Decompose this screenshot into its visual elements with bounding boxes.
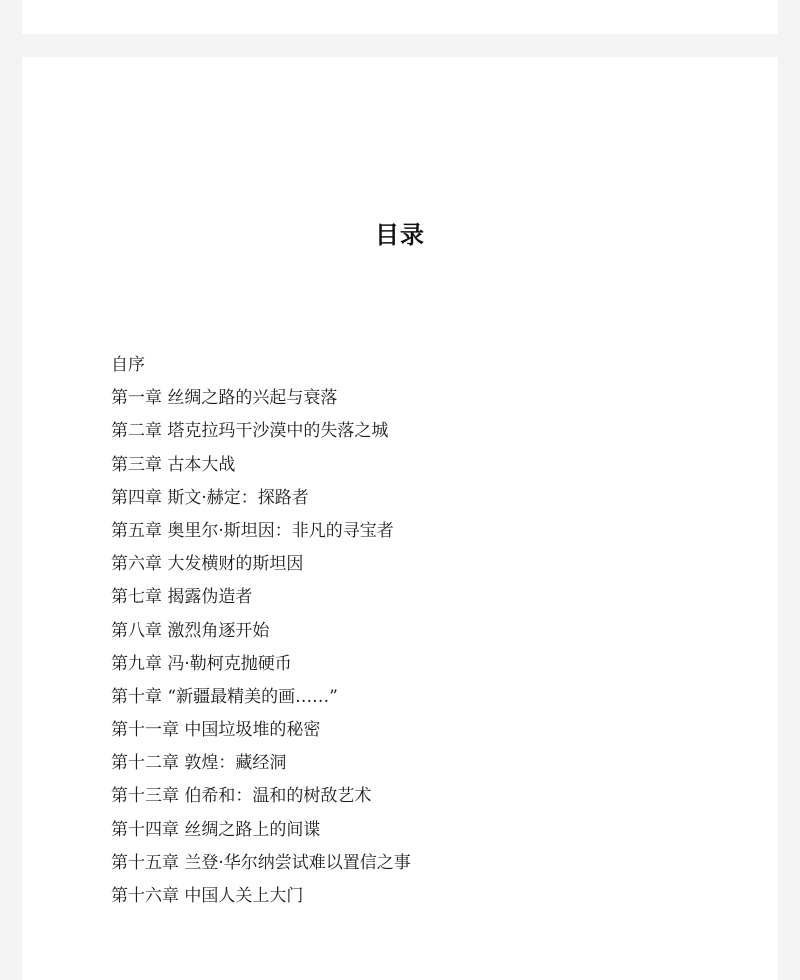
toc-list	[111, 349, 411, 913]
document-page	[22, 57, 778, 980]
toc-title: 目录	[375, 220, 425, 249]
toc-item-chapter-13: 第十三章 伯希和：温和的树敌艺术	[111, 786, 372, 807]
previous-page	[22, 0, 778, 34]
toc-item-chapter-5: 第五章 奥里尔·斯坦因：非凡的寻宝者	[111, 520, 394, 541]
toc-item-chapter-11: 第十一章 中国垃圾堆的秘密	[111, 720, 321, 741]
toc-item-chapter-14: 第十四章 丝绸之路上的间谍	[111, 819, 321, 840]
toc-item-chapter-3: 第三章 古本大战	[111, 454, 236, 475]
toc-item-chapter-16: 第十六章 中国人关上大门	[111, 886, 304, 906]
toc-item-chapter-9: 第九章 冯·勒柯克抛硬币	[111, 653, 292, 674]
toc-item-chapter-12: 第十二章 敦煌：藏经洞	[111, 753, 287, 774]
toc-item-chapter-6: 第六章 大发横财的斯坦因	[111, 554, 304, 575]
toc-item-preface: 自序	[111, 355, 145, 375]
toc-item-chapter-2: 第二章 塔克拉玛干沙漠中的失落之城	[111, 421, 389, 442]
toc-item-chapter-10: 第十章 “新疆最精美的画……”	[111, 686, 338, 707]
toc-item-chapter-4: 第四章 斯文·赫定：探路者	[111, 487, 309, 508]
toc-item-chapter-8: 第八章 激烈角逐开始	[111, 620, 270, 641]
toc-item-chapter-7: 第七章 揭露伪造者	[111, 587, 253, 608]
toc-item-chapter-1: 第一章 丝绸之路的兴起与衰落	[111, 388, 338, 409]
toc-item-chapter-15: 第十五章 兰登·华尔纳尝试难以置信之事	[111, 852, 411, 873]
